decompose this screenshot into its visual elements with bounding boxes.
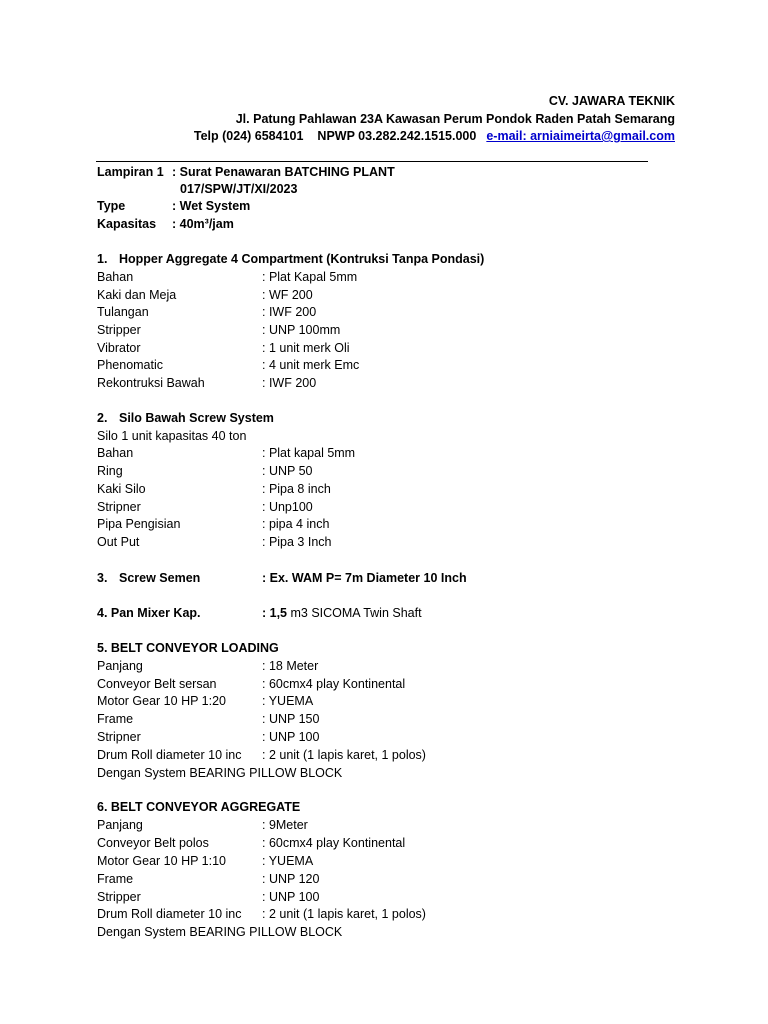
row-label: Stripper bbox=[97, 890, 141, 904]
section2-subtitle: Silo 1 unit kapasitas 40 ton bbox=[97, 429, 247, 443]
company-name: CV. JAWARA TEKNIK bbox=[548, 94, 675, 108]
row-label: Panjang bbox=[97, 818, 143, 832]
row-value: : 1 unit merk Oli bbox=[262, 341, 350, 355]
company-contact bbox=[194, 129, 675, 143]
row-label: Frame bbox=[97, 712, 134, 726]
row-value: : Plat kapal 5mm bbox=[262, 446, 356, 460]
section4-value-rest: m3 SICOMA Twin Shaft bbox=[287, 606, 422, 620]
section1-row bbox=[97, 375, 316, 391]
section2-row bbox=[97, 463, 313, 479]
section4-title: 4. Pan Mixer Kap. bbox=[97, 606, 201, 620]
row-label: Ring bbox=[97, 464, 123, 478]
row-value: : 4 unit merk Emc bbox=[262, 358, 360, 372]
row-value: : 60cmx4 play Kontinental bbox=[262, 677, 406, 691]
section2-heading bbox=[97, 410, 274, 426]
section2-title: Silo Bawah Screw System bbox=[119, 411, 274, 425]
section5-row bbox=[97, 747, 426, 763]
section2-row bbox=[97, 534, 332, 550]
row-label: Stripper bbox=[97, 323, 141, 337]
section4-value-bold: : 1,5 bbox=[262, 606, 288, 620]
section1-number: 1. bbox=[97, 252, 108, 266]
row-label: Motor Gear 10 HP 1:10 bbox=[97, 854, 227, 868]
header-divider bbox=[96, 161, 648, 162]
section2-row bbox=[97, 445, 355, 461]
kapasitas-line bbox=[97, 216, 234, 232]
section5-footer: Dengan System BEARING PILLOW BLOCK bbox=[97, 766, 343, 780]
section6-row bbox=[97, 853, 313, 869]
section3-line bbox=[97, 570, 467, 586]
section6-row bbox=[97, 906, 426, 922]
row-label: Frame bbox=[97, 872, 134, 886]
row-label: Drum Roll diameter 10 inc bbox=[97, 748, 242, 762]
row-value: : 9Meter bbox=[262, 818, 308, 832]
type-label: Type bbox=[97, 199, 126, 213]
lampiran-value: : Surat Penawaran BATCHING PLANT bbox=[172, 165, 395, 179]
row-value: : Plat Kapal 5mm bbox=[262, 270, 358, 284]
row-value: : UNP 100mm bbox=[262, 323, 341, 337]
row-label: Tulangan bbox=[97, 305, 149, 319]
row-value: : Pipa 3 Inch bbox=[262, 535, 332, 549]
row-label: Vibrator bbox=[97, 341, 141, 355]
section3-value: : Ex. WAM P= 7m Diameter 10 Inch bbox=[262, 571, 467, 585]
section1-row bbox=[97, 340, 350, 356]
row-value: : IWF 200 bbox=[262, 305, 317, 319]
kapasitas-value: : 40m³/jam bbox=[172, 217, 234, 231]
row-label: Kaki Silo bbox=[97, 482, 146, 496]
row-label: Panjang bbox=[97, 659, 143, 673]
row-value: : UNP 100 bbox=[262, 730, 320, 744]
row-label: Rekontruksi Bawah bbox=[97, 376, 205, 390]
row-value: : YUEMA bbox=[262, 694, 314, 708]
section5-row bbox=[97, 658, 318, 674]
row-label: Pipa Pengisian bbox=[97, 517, 181, 531]
section2-number: 2. bbox=[97, 411, 108, 425]
type-value: : Wet System bbox=[172, 199, 251, 213]
row-label: Kaki dan Meja bbox=[97, 288, 177, 302]
kapasitas-label: Kapasitas bbox=[97, 217, 157, 231]
section1-row bbox=[97, 304, 316, 320]
section5-row bbox=[97, 729, 319, 745]
type-line bbox=[97, 198, 250, 214]
section1-row bbox=[97, 322, 340, 338]
section3-number: 3. bbox=[97, 571, 108, 585]
section5-title: 5. BELT CONVEYOR LOADING bbox=[97, 641, 279, 655]
row-label: Conveyor Belt sersan bbox=[97, 677, 217, 691]
row-label: Drum Roll diameter 10 inc bbox=[97, 907, 242, 921]
company-phone: Telp (024) 6584101 bbox=[193, 129, 304, 143]
row-label: Motor Gear 10 HP 1:20 bbox=[97, 694, 227, 708]
lampiran-line bbox=[97, 164, 395, 180]
row-value: : pipa 4 inch bbox=[262, 517, 330, 531]
section3-title: Screw Semen bbox=[119, 571, 201, 585]
company-npwp: NPWP 03.282.242.1515.000 bbox=[317, 129, 477, 143]
section5-row bbox=[97, 693, 313, 709]
section6-row bbox=[97, 835, 405, 851]
row-label: Stripner bbox=[97, 500, 141, 514]
section6-row bbox=[97, 889, 319, 905]
row-value: : UNP 50 bbox=[262, 464, 313, 478]
company-email-link[interactable]: e-mail: arniaimeirta@gmail.com bbox=[486, 129, 675, 143]
section6-row bbox=[97, 817, 308, 833]
section5-row bbox=[97, 711, 319, 727]
row-value: : YUEMA bbox=[262, 854, 314, 868]
row-label: Stripner bbox=[97, 730, 141, 744]
row-label: Out Put bbox=[97, 535, 140, 549]
section2-row bbox=[97, 516, 329, 532]
section1-row bbox=[97, 287, 313, 303]
section1-row bbox=[97, 357, 359, 373]
row-label: Phenomatic bbox=[97, 358, 164, 372]
row-value: : IWF 200 bbox=[262, 376, 317, 390]
section2-row bbox=[97, 481, 331, 497]
row-value: : 2 unit (1 lapis karet, 1 polos) bbox=[262, 748, 426, 762]
row-value: : 18 Meter bbox=[262, 659, 319, 673]
row-value: : Pipa 8 inch bbox=[262, 482, 331, 496]
row-value: : WF 200 bbox=[262, 288, 313, 302]
reference-number: 017/SPW/JT/XI/2023 bbox=[180, 182, 298, 196]
section1-heading bbox=[97, 251, 484, 267]
section6-footer: Dengan System BEARING PILLOW BLOCK bbox=[97, 925, 343, 939]
lampiran-label: Lampiran 1 bbox=[97, 165, 164, 179]
section6-row bbox=[97, 871, 319, 887]
row-label: Bahan bbox=[97, 270, 134, 284]
row-value: : 60cmx4 play Kontinental bbox=[262, 836, 406, 850]
section1-title: Hopper Aggregate 4 Compartment (Kontruksi Tanpa Pondasi) bbox=[119, 252, 485, 266]
row-label: Conveyor Belt polos bbox=[97, 836, 209, 850]
row-value: : UNP 120 bbox=[262, 872, 320, 886]
company-address: Jl. Patung Pahlawan 23A Kawasan Perum Pondok Raden Patah Semarang bbox=[235, 112, 675, 126]
section1-row bbox=[97, 269, 357, 285]
section2-row bbox=[97, 499, 313, 515]
section4-line bbox=[97, 605, 422, 621]
row-label: Bahan bbox=[97, 446, 134, 460]
row-value: : UNP 100 bbox=[262, 890, 320, 904]
section6-title: 6. BELT CONVEYOR AGGREGATE bbox=[97, 800, 301, 814]
row-value: : 2 unit (1 lapis karet, 1 polos) bbox=[262, 907, 426, 921]
section5-row bbox=[97, 676, 405, 692]
row-value: : Unp100 bbox=[262, 500, 313, 514]
row-value: : UNP 150 bbox=[262, 712, 320, 726]
